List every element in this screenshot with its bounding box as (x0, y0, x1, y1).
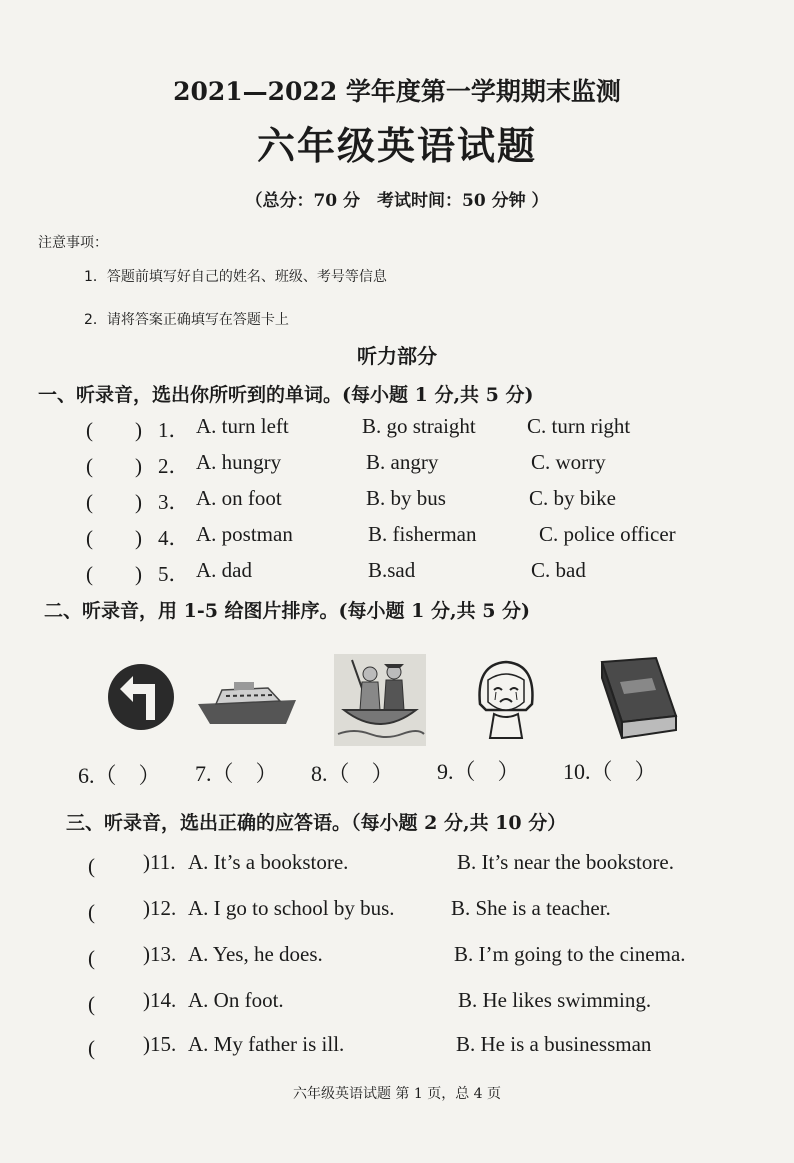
option-a[interactable]: A. dad (196, 558, 252, 582)
question-number: 3． (158, 490, 190, 514)
question-number: 2． (158, 454, 190, 478)
section3-heading: 三、听录音，选出正确的应答语。（每小题 2 分,共 10 分） (66, 812, 567, 834)
option-a[interactable]: A. It’s a bookstore. (188, 850, 349, 874)
exam-term-title: 2021—2022 学年度第一学期期末监测 (173, 77, 621, 106)
score-info: （总分：70 分 考试时间：50 分钟 ） (245, 191, 549, 211)
picture-answer-slot[interactable]: 10.（ ） (563, 759, 657, 784)
section2-heading: 二、听录音，用 1-5 给图片排序。(每小题 1 分,共 5 分) (44, 600, 531, 622)
answer-bracket[interactable]: ( (88, 946, 137, 970)
question-row (0, 522, 794, 552)
book-icon (598, 656, 680, 740)
option-a[interactable]: A. on foot (196, 486, 282, 510)
crying-girl-icon (474, 658, 538, 740)
option-b[interactable]: B. I’m going to the cinema. (454, 942, 686, 966)
notes-heading: 注意事项： (38, 235, 108, 251)
option-a[interactable]: A. hungry (196, 450, 282, 474)
option-c[interactable]: C. turn right (527, 414, 631, 438)
question-row (0, 558, 794, 588)
option-b[interactable]: B. go straight (362, 414, 476, 438)
picture-answer-slot[interactable]: 6.（ ） (78, 763, 161, 788)
question-number: 5． (158, 562, 190, 586)
picture-answer-row (0, 753, 794, 787)
option-b[interactable]: B. angry (366, 450, 439, 474)
option-a[interactable]: A. I go to school by bus. (188, 896, 395, 920)
turn-left-sign-icon (106, 662, 176, 732)
answer-bracket[interactable]: ( (88, 854, 137, 878)
question-number: )13. (143, 942, 177, 966)
option-c[interactable]: C. by bike (529, 486, 616, 510)
option-c[interactable]: C. police officer (539, 522, 676, 546)
question-number: )11. (143, 850, 176, 874)
option-c[interactable]: C. worry (531, 450, 606, 474)
note-item-1: 1．答题前填写好自己的姓名、班级、考号等信息 (84, 269, 387, 285)
question-number: )12. (143, 896, 177, 920)
answer-bracket[interactable]: ( ) (86, 526, 142, 550)
question-row (0, 414, 794, 444)
section1-heading: 一、听录音，选出你所听到的单词。(每小题 1 分,共 5 分) (38, 384, 534, 406)
listening-part-heading: 听力部分 (357, 344, 437, 368)
answer-bracket[interactable]: ( ) (86, 454, 142, 478)
question-number: 4． (158, 526, 190, 550)
option-a[interactable]: A. Yes, he does. (188, 942, 323, 966)
picture-strip (0, 650, 794, 750)
option-c[interactable]: C. bad (531, 558, 586, 582)
question-row (0, 850, 794, 884)
option-a[interactable]: A. postman (196, 522, 293, 546)
option-b[interactable]: B. by bus (366, 486, 446, 510)
question-row (0, 1032, 794, 1066)
question-row (0, 896, 794, 930)
question-row (0, 942, 794, 976)
option-b[interactable]: B.sad (368, 558, 416, 582)
answer-bracket[interactable]: ( ) (86, 562, 142, 586)
option-a[interactable]: A. On foot. (188, 988, 284, 1012)
option-b[interactable]: B. It’s near the bookstore. (457, 850, 674, 874)
option-a[interactable]: A. turn left (196, 414, 289, 438)
question-number: )15. (143, 1032, 177, 1056)
picture-answer-slot[interactable]: 7.（ ） (195, 761, 278, 786)
option-b[interactable]: B. He is a businessman (456, 1032, 652, 1056)
exam-title: 六年级英语试题 (256, 123, 537, 168)
question-row (0, 450, 794, 480)
answer-bracket[interactable]: ( ) (86, 490, 142, 514)
fishermen-boat-icon (334, 654, 426, 746)
ship-icon (196, 678, 300, 726)
option-b[interactable]: B. She is a teacher. (451, 896, 611, 920)
answer-bracket[interactable]: ( (88, 992, 137, 1016)
answer-bracket[interactable]: ( (88, 1036, 137, 1060)
answer-bracket[interactable]: ( (88, 900, 137, 924)
note-item-2: 2．请将答案正确填写在答题卡上 (84, 312, 289, 328)
question-number: )14. (143, 988, 177, 1012)
answer-bracket[interactable]: ( ) (86, 418, 142, 442)
picture-answer-slot[interactable]: 8.（ ） (311, 761, 394, 786)
question-row (0, 988, 794, 1022)
question-row (0, 486, 794, 516)
option-b[interactable]: B. fisherman (368, 522, 477, 546)
picture-answer-slot[interactable]: 9.（ ） (437, 759, 520, 784)
option-a[interactable]: A. My father is ill. (188, 1032, 345, 1056)
option-b[interactable]: B. He likes swimming. (458, 988, 652, 1012)
page-footer: 六年级英语试题 第 1 页，总 4 页 (292, 1086, 502, 1102)
question-number: 1． (158, 418, 190, 442)
